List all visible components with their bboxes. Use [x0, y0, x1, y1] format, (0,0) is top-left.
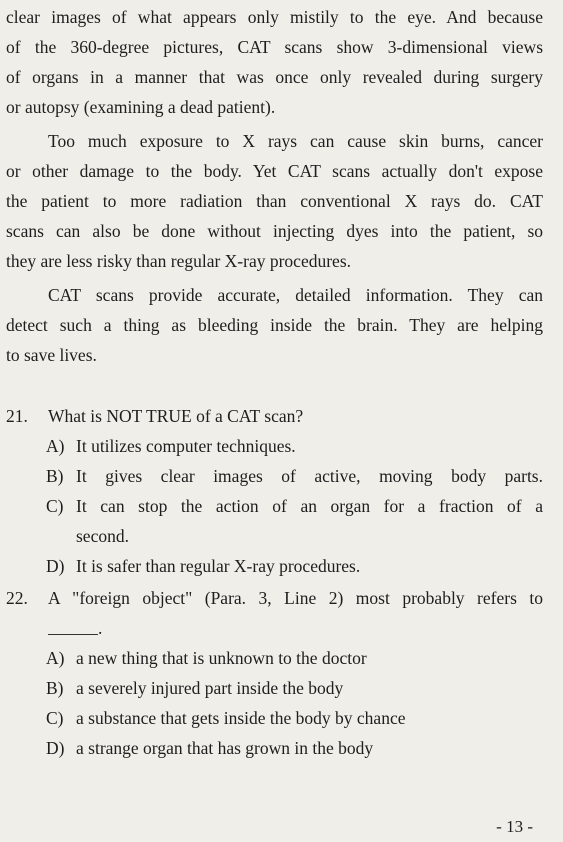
- option-text: It can stop the action of an organ for a fraction of a: [76, 496, 543, 516]
- option-letter: A): [46, 436, 65, 456]
- paragraph-line: or other damage to the body. Yet CAT scans actually don't expose: [6, 161, 543, 181]
- option-text: a severely injured part inside the body: [76, 678, 344, 698]
- paragraph-line: of the 360-degree pictures, CAT scans show 3-dimensional views: [6, 37, 543, 57]
- option-text: second.: [76, 526, 129, 546]
- paragraph-line: CAT scans provide accurate, detailed information. They can: [48, 285, 543, 305]
- option-text: a strange organ that has grown in the body: [76, 738, 374, 758]
- paragraph-line: Too much exposure to X rays can cause skin burns, cancer: [48, 131, 543, 151]
- question-number: 21.: [6, 406, 28, 426]
- option-letter: B): [46, 678, 64, 698]
- paragraph-line: to save lives.: [6, 345, 97, 365]
- option-letter: D): [46, 556, 65, 576]
- option-text: a new thing that is unknown to the doctor: [76, 648, 367, 668]
- paragraph-line: detect such a thing as bleeding inside the brain. They are helping: [6, 315, 543, 335]
- blank-suffix: .: [98, 618, 103, 638]
- paragraph-line: clear images of what appears only mistily to the eye. And because: [6, 7, 543, 27]
- option-letter: C): [46, 708, 64, 728]
- option-letter: B): [46, 466, 64, 486]
- option-text: It gives clear images of active, moving body parts.: [76, 466, 543, 486]
- paragraph-line: they are less risky than regular X-ray procedures.: [6, 251, 352, 271]
- question-stem: A "foreign object" (Para. 3, Line 2) most probably refers to: [48, 588, 543, 608]
- paragraph-line: scans can also be done without injecting dyes into the patient, so: [6, 221, 543, 241]
- paragraph-line: of organs in a manner that was once only revealed during surgery: [6, 67, 543, 87]
- answer-blank: [48, 633, 98, 635]
- paragraph-line: the patient to more radiation than conventional X rays do. CAT: [6, 191, 543, 211]
- option-letter: A): [46, 648, 65, 668]
- option-text: It utilizes computer techniques.: [76, 436, 296, 456]
- option-letter: D): [46, 738, 65, 758]
- question-number: 22.: [6, 588, 28, 608]
- question-stem: What is NOT TRUE of a CAT scan?: [48, 406, 304, 426]
- paragraph-line: or autopsy (examining a dead patient).: [6, 97, 276, 117]
- option-text: a substance that gets inside the body by chance: [76, 708, 406, 728]
- page-number: - 13 -: [496, 817, 533, 836]
- option-letter: C): [46, 496, 64, 516]
- option-text: It is safer than regular X-ray procedures.: [76, 556, 361, 576]
